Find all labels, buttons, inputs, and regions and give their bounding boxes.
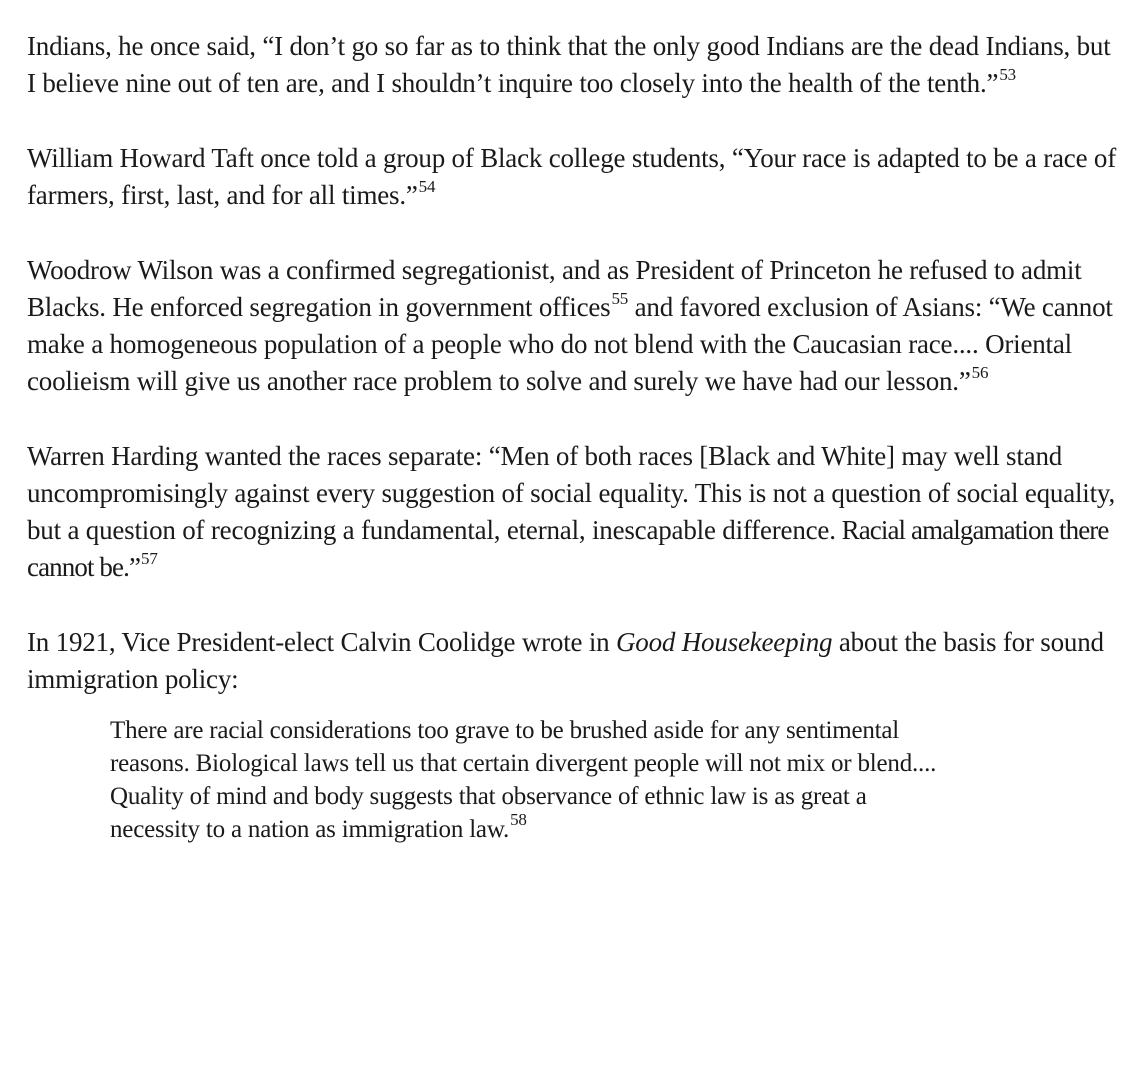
coolidge-blockquote xyxy=(110,714,940,846)
blockquote-text: There are racial considerations too grave to be brushed aside for any sentimental reasons. Biological laws tell us that certain divergent people will not mix or blend.... Quality of mind and body suggests that observance of ethnic law is as great a necessity to a nation as immigration law. xyxy=(110,717,937,843)
paragraph-roosevelt-quote xyxy=(27,28,1117,102)
document-page xyxy=(27,28,1117,846)
paragraph-harding-quote xyxy=(27,438,1117,586)
footnote-marker[interactable]: 54 xyxy=(418,177,436,197)
paragraph-wilson-quote xyxy=(27,252,1117,400)
paragraph-text: Racial amalgamation there cannot be.” xyxy=(27,515,1109,582)
paragraph-text: Warren Harding wanted the races separate: “Men of both races [Black and White] may well stand uncompromisingly against every suggestion of social equality. This is not a question of social equality, but a question of recognizing a fundamental, eternal, inescapable difference. xyxy=(27,441,1116,545)
footnote-marker[interactable]: 58 xyxy=(510,810,527,830)
footnote-marker[interactable]: 53 xyxy=(999,65,1016,85)
paragraph-text: In 1921, Vice President-elect Calvin Coolidge wrote in xyxy=(27,627,616,657)
footnote-marker[interactable]: 56 xyxy=(971,363,989,383)
footnote-marker[interactable]: 57 xyxy=(141,549,158,569)
footnote-marker[interactable]: 55 xyxy=(611,289,629,309)
paragraph-taft-quote xyxy=(27,140,1117,214)
publication-title: Good Housekeeping xyxy=(616,627,833,657)
paragraph-text: Woodrow Wilson was a confirmed segregationist, and as President of Princeton he refused to admit Blacks. He enforced segregation in government offices xyxy=(27,255,1082,322)
paragraph-text: William Howard Taft once told a group of Black college students, “Your race is adapted to be a race of farmers, first, last, and for all times.” xyxy=(27,143,1117,210)
paragraph-coolidge-intro xyxy=(27,624,1117,698)
paragraph-text: about the basis for sound immigration policy: xyxy=(27,627,1104,694)
paragraph-text: and favored exclusion of Asians: “We cannot make a homogeneous population of a people who do not blend with the Caucasian race.... Oriental coolieism will give us another race problem to solve and surely we have had our lesson.” xyxy=(27,292,1113,396)
paragraph-text: Indians, he once said, “I don’t go so far as to think that the only good Indians are the dead Indians, but I believe nine out of ten are, and I shouldn’t inquire too closely into the health of the tenth.” xyxy=(27,31,1111,98)
